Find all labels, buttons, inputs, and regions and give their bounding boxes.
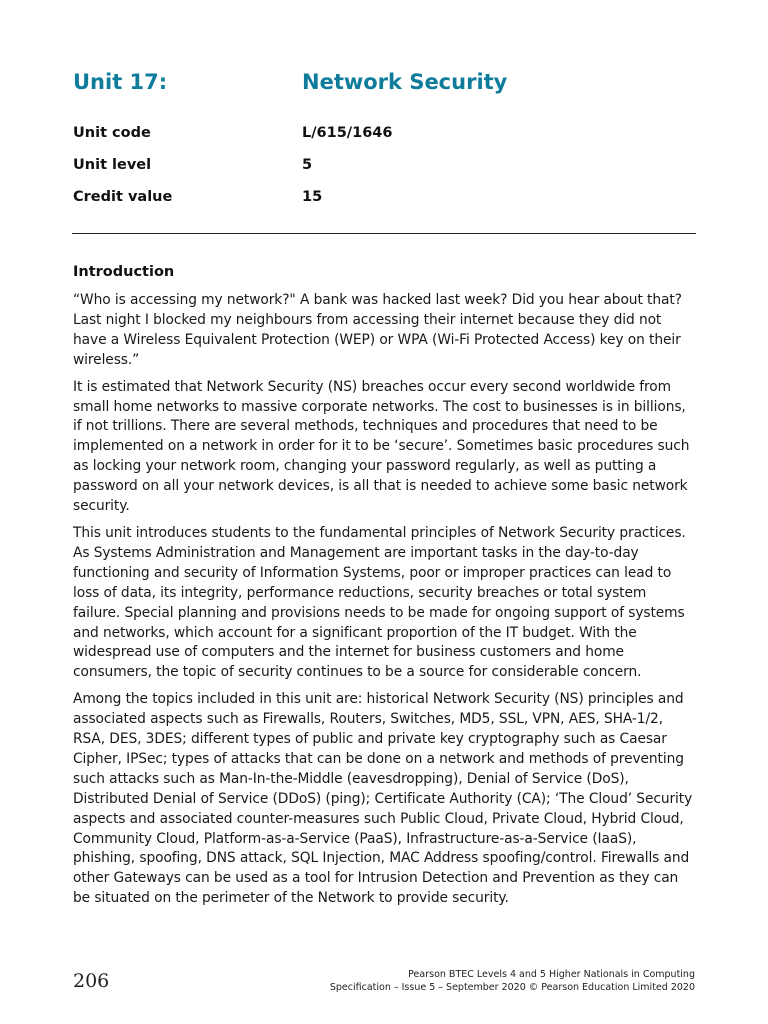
meta-row-unit-code bbox=[73, 125, 693, 157]
meta-label: Unit level bbox=[73, 157, 152, 173]
meta-label: Unit code bbox=[73, 125, 151, 141]
meta-label: Credit value bbox=[73, 189, 173, 205]
paragraph: This unit introduces students to the fundamental principles of Network Security practices. As Systems Administration and Management are important tasks in the day-to-day functioning and security of Information Systems, poor or improper practices can lead to loss of data, its integrity, performance reductions, security breaches or total system failure. Special planning and provisions needs to be made for ongoing support of systems and networks, which account for a significant proportion of the IT budget. With the widespread use of computers and the internet for business customers and home consumers, the topic of security continues to be a source for considerable concern. bbox=[73, 524, 686, 681]
unit-meta-table bbox=[73, 125, 693, 221]
meta-value: L/615/1646 bbox=[302, 125, 393, 141]
paragraph: Among the topics included in this unit are: historical Network Security (NS) principles and associated aspects such as Firewalls, Routers, Switches, MD5, SSL, VPN, AES, SHA-1/2, RSA, DES, 3DES; different types of public and private key cryptography such as Caesar Cipher, IPSec; types of attacks that can be done on a network and methods of preventing such attacks such as Man-In-the-Middle (eavesdropping), Denial of Service (DoS), Distributed Denial of Service (DDoS) (ping); Certificate Authority (CA); ‘The Cloud’ Security aspects and associated counter-measures such Public Cloud, Private Cloud, Hybrid Cloud, Community Cloud, Platform-as-a-Service (PaaS), Infrastructure-as-a-Service (IaaS), phishing, spoofing, DNS attack, SQL Injection, MAC Address spoofing/control. Firewalls and other Gateways can be used as a tool for Intrusion Detection and Prevention as they can be situated on the perimeter of the Network to provide security. bbox=[73, 691, 693, 907]
meta-row-credit-value bbox=[73, 189, 693, 221]
unit-name: Network Security bbox=[302, 70, 508, 94]
page-number: 206 bbox=[73, 970, 110, 992]
unit-title bbox=[73, 70, 708, 100]
divider bbox=[72, 233, 696, 234]
introduction-section bbox=[73, 264, 697, 916]
footer-line: Pearson BTEC Levels 4 and 5 Higher Nationals in Computing bbox=[408, 969, 695, 980]
section-heading: Introduction bbox=[73, 264, 175, 280]
meta-row-unit-level bbox=[73, 157, 693, 189]
paragraph-quote: “Who is accessing my network?" A bank was hacked last week? Did you hear about that? Last night I blocked my neighbours from accessing their internet because they did not have a Wireless Equivalent Protection (WEP) or WPA (Wi-Fi Protected Access) key on their wireless.” bbox=[73, 292, 682, 368]
unit-number: Unit 17: bbox=[73, 70, 168, 94]
paragraph: It is estimated that Network Security (NS) breaches occur every second worldwide from small home networks to massive corporate networks. The cost to businesses is in billions, if not trillions. There are several methods, techniques and procedures that need to be implemented on a network in order for it to be ‘secure’. Sometimes basic procedures such as locking your network room, changing your password regularly, as well as putting a password on all your network devices, is all that is needed to achieve some basic network security. bbox=[73, 378, 690, 515]
footer-citation bbox=[330, 968, 695, 994]
meta-value: 5 bbox=[302, 157, 313, 173]
meta-value: 15 bbox=[302, 189, 323, 205]
footer-line: Specification – Issue 5 – September 2020 © Pearson Education Limited 2020 bbox=[329, 982, 695, 993]
